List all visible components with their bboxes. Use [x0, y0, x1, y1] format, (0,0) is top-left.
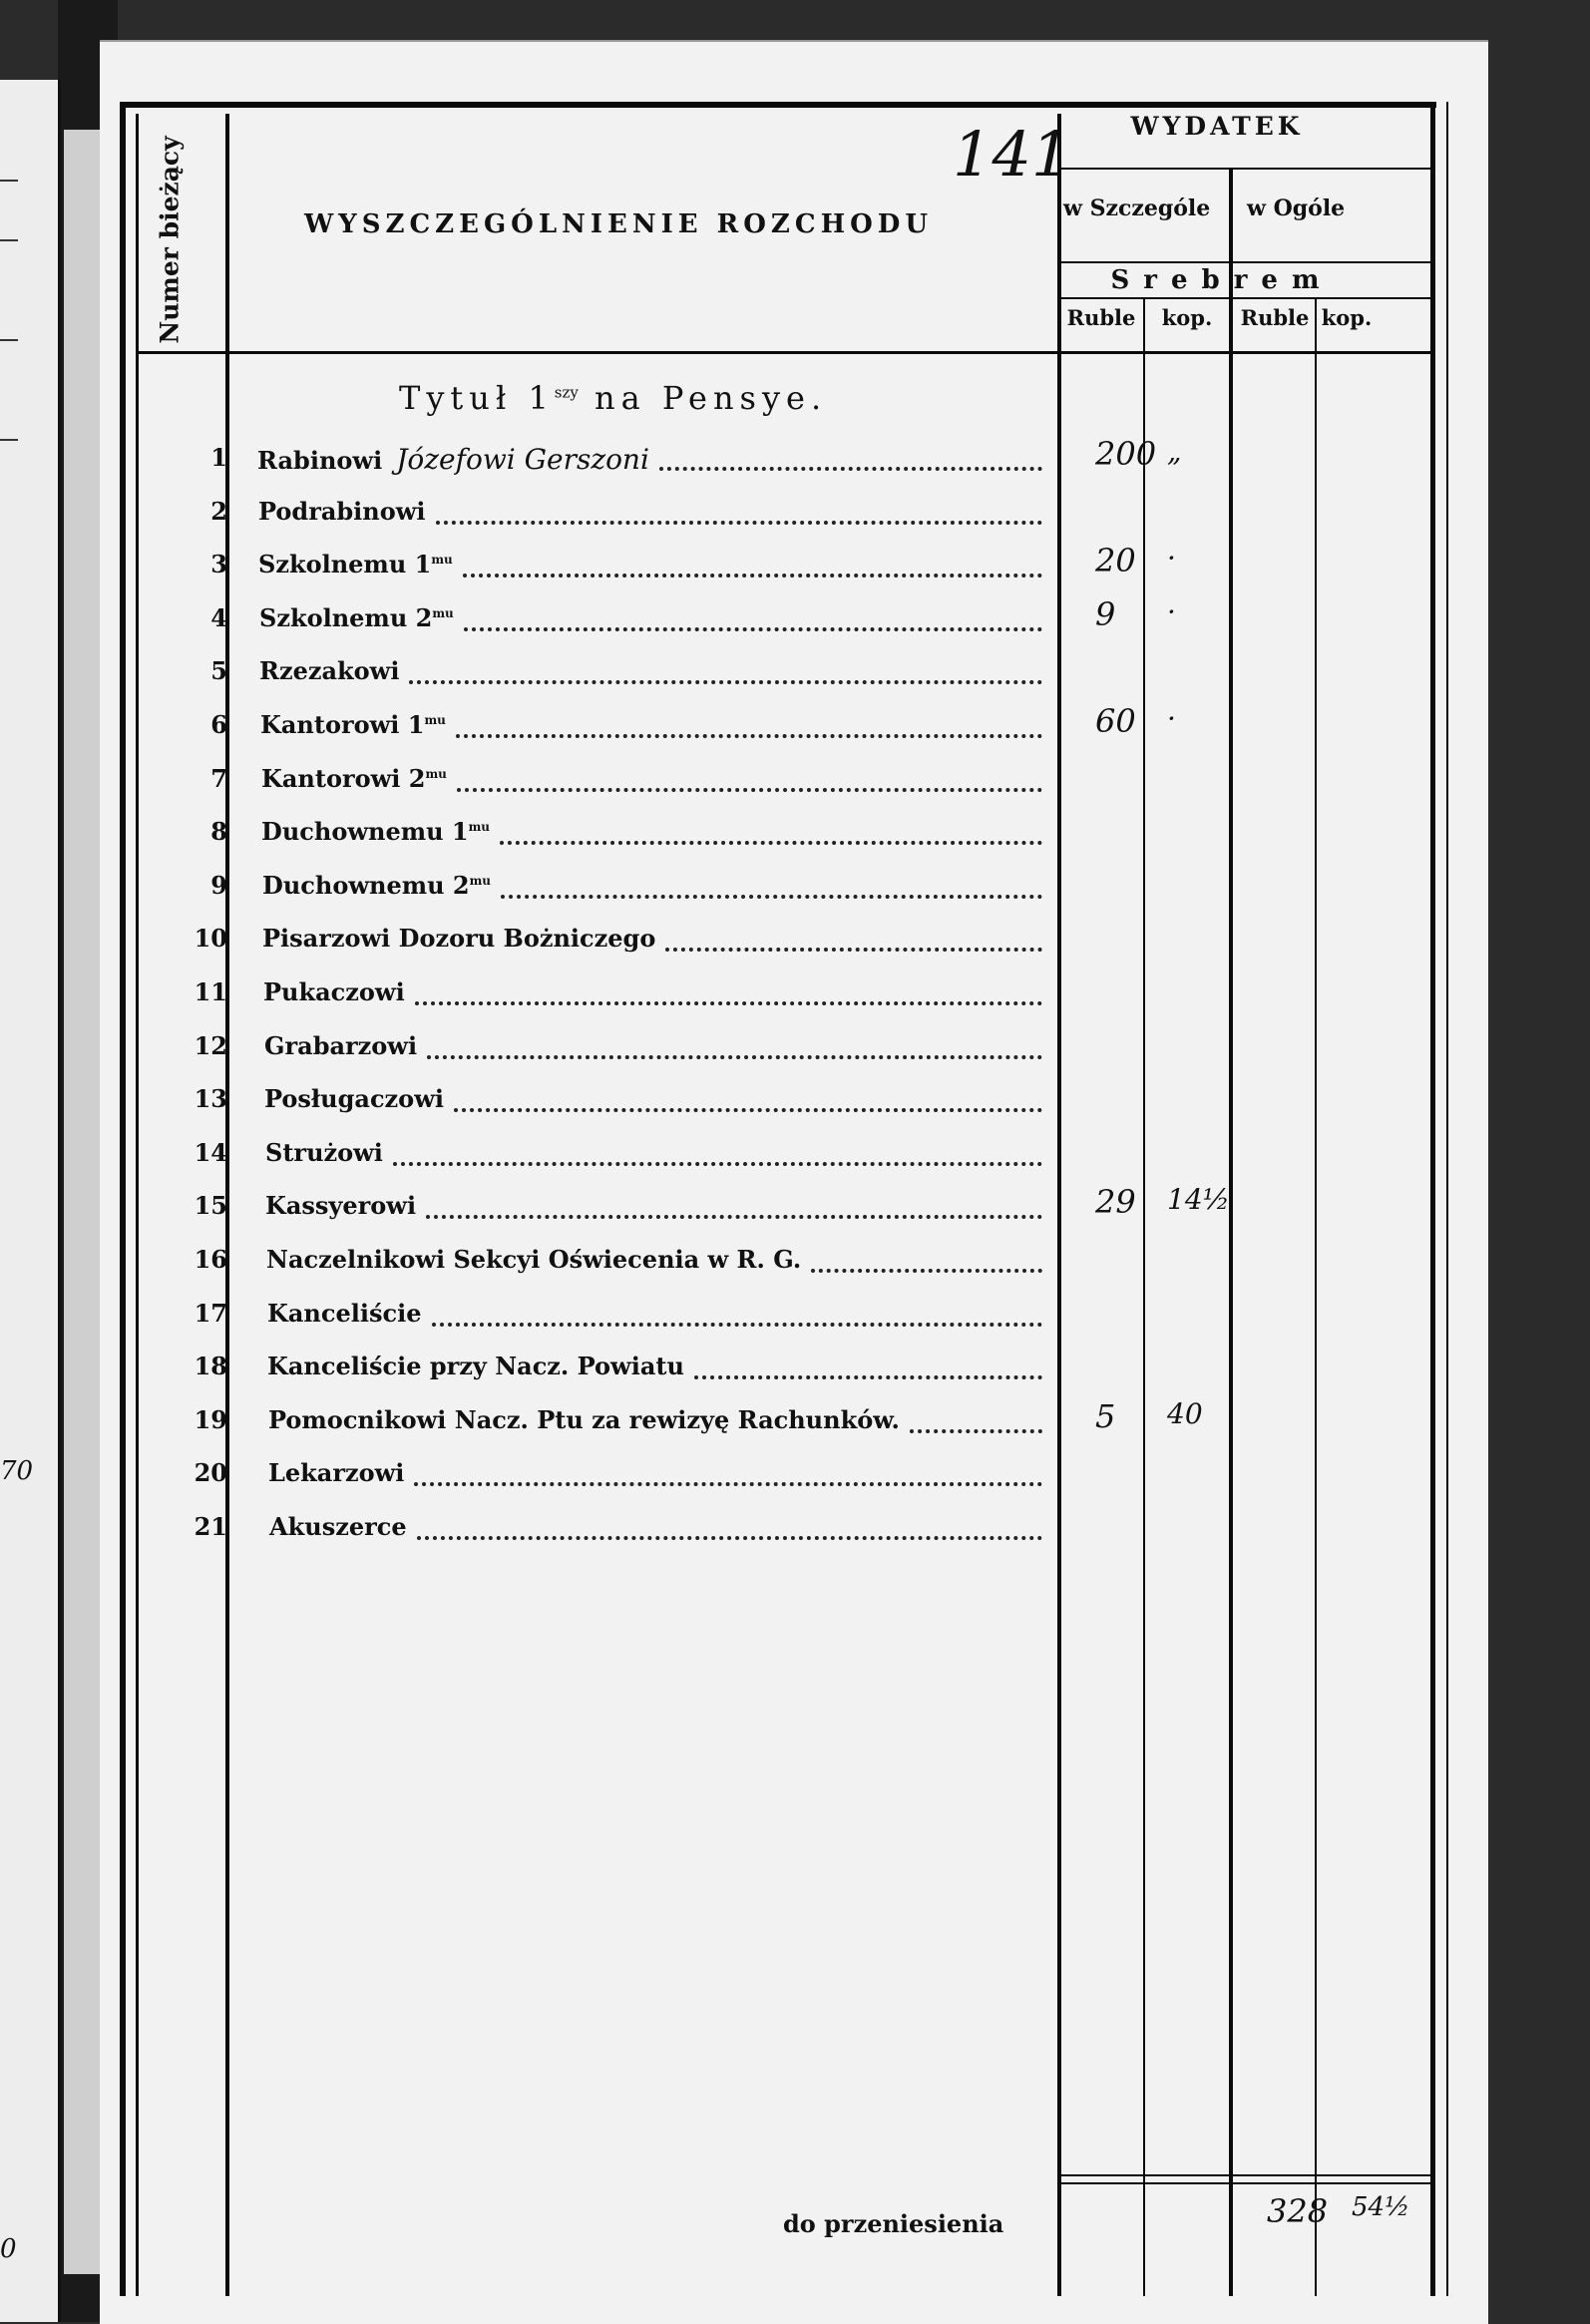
ledger-row	[0, 918, 1389, 958]
row-number: 16	[194, 1245, 227, 1274]
section-title-rest: na Pensye.	[595, 379, 828, 417]
row-detail-kop: 14½	[1167, 1183, 1230, 1216]
row-leader-dots	[665, 924, 1042, 952]
row-number: 2	[210, 497, 227, 526]
row-label	[264, 1031, 417, 1060]
ledger-row	[0, 1025, 1389, 1065]
ledger-row	[0, 1452, 1389, 1492]
row-label	[259, 603, 454, 632]
ledger-row	[0, 971, 1389, 1011]
row-detail-kop: ·	[1167, 542, 1176, 575]
row-leader-dots	[414, 1458, 1042, 1486]
total-kop-header: kop.	[1321, 305, 1373, 330]
ledger-row	[0, 597, 1389, 637]
row-detail-ruble: 5	[1095, 1397, 1116, 1435]
left-page-rule	[0, 239, 18, 241]
ledger-row	[0, 1185, 1389, 1225]
row-number: 1	[210, 443, 227, 472]
header-rule	[136, 351, 1432, 354]
row-label-text: Pomocnikowi Nacz. Ptu za rewizyę Rachunków.	[268, 1405, 900, 1434]
row-label	[263, 977, 405, 1006]
row-detail-ruble: 29	[1095, 1183, 1136, 1221]
row-number: 5	[210, 656, 227, 685]
ledger-row	[0, 704, 1389, 744]
left-page-mark: 0	[0, 2234, 17, 2264]
detail-kop-header: kop.	[1161, 305, 1213, 330]
row-label-text: Duchownemu 1	[261, 817, 469, 846]
row-detail-kop: ·	[1167, 595, 1176, 628]
folio-number: 141	[953, 118, 1071, 191]
row-label-text: Szkolnemu 1	[258, 550, 432, 579]
row-label	[264, 1084, 444, 1113]
row-number: 9	[210, 871, 227, 900]
row-label	[266, 1245, 801, 1274]
detail-ruble-header: Ruble	[1066, 305, 1136, 330]
total-kop: 54½	[1352, 2192, 1410, 2222]
ledger-row	[0, 544, 1389, 583]
row-label	[267, 1352, 684, 1380]
row-label	[267, 1299, 422, 1328]
frame-right-outer	[1446, 102, 1448, 2296]
row-leader-dots	[500, 817, 1042, 845]
row-label-text: Rabinowi	[257, 446, 383, 475]
row-leader-dots	[415, 977, 1042, 1005]
row-label-text: Kanceliście przy Nacz. Powiatu	[267, 1352, 684, 1380]
row-label-text: Naczelnikowi Sekcyi Oświecenia w R. G.	[266, 1245, 802, 1274]
ledger-row	[0, 1293, 1389, 1333]
row-label-text: Podrabinowi	[258, 497, 426, 526]
row-number: 20	[194, 1458, 227, 1487]
row-label-sup: mu	[432, 606, 454, 620]
row-label-text: Kantorowi 2	[261, 764, 426, 793]
row-number: 4	[210, 603, 227, 632]
row-leader-dots	[436, 497, 1042, 525]
number-column-header	[140, 130, 199, 349]
row-label-text: Szkolnemu 2	[259, 603, 433, 632]
row-label	[260, 710, 446, 739]
row-handwritten-name: Józefowi Gerszoni	[396, 443, 649, 476]
row-leader-dots	[501, 871, 1042, 899]
row-leader-dots	[393, 1138, 1042, 1166]
row-number: 18	[194, 1352, 227, 1380]
ledger-row	[0, 758, 1389, 798]
row-label	[262, 924, 655, 953]
row-label-sup: mu	[469, 874, 492, 888]
ledger-row	[0, 811, 1389, 851]
row-number: 6	[210, 710, 227, 739]
ledger-row	[0, 1078, 1389, 1118]
row-label-text: Kassyerowi	[265, 1191, 417, 1220]
row-number: 7	[210, 764, 227, 793]
row-label-text: Rzezakowi	[259, 656, 400, 685]
section-title-text: Tytuł 1	[399, 379, 555, 417]
section-title-sup: szy	[554, 383, 579, 402]
total-ruble: 328	[1267, 2192, 1329, 2230]
ledger-row	[0, 437, 1389, 477]
row-leader-dots	[417, 1512, 1042, 1540]
row-label	[268, 1458, 404, 1487]
row-label	[262, 871, 491, 900]
row-label	[261, 817, 490, 846]
row-detail-ruble: 200	[1095, 435, 1157, 473]
ledger-row	[0, 1506, 1389, 1546]
row-label-text: Pukaczowi	[263, 977, 405, 1006]
total-ruble-header: Ruble	[1240, 305, 1310, 330]
ledger-row	[0, 650, 1389, 690]
row-leader-dots	[463, 550, 1042, 578]
row-number: 15	[194, 1191, 227, 1220]
row-number: 17	[194, 1299, 227, 1328]
row-label	[258, 497, 426, 526]
total-rule	[1057, 2174, 1432, 2176]
row-label-text: Kanceliście	[267, 1299, 422, 1328]
row-leader-dots	[409, 656, 1042, 684]
row-label-text: Posługaczowi	[264, 1084, 444, 1113]
page-title: WYSZCZEGÓLNIENIE ROZCHODU	[303, 209, 934, 239]
wydatek-rule	[1057, 168, 1432, 170]
row-label-text: Strużowi	[265, 1138, 383, 1167]
row-leader-dots	[432, 1299, 1043, 1327]
row-label-sup: mu	[424, 713, 446, 727]
row-leader-dots	[457, 764, 1042, 792]
row-label	[265, 1138, 383, 1167]
ledger-row	[0, 1399, 1389, 1439]
row-leader-dots	[694, 1352, 1042, 1379]
row-label-text: Grabarzowi	[264, 1031, 418, 1060]
row-label-sup: mu	[431, 553, 453, 567]
number-column-label: Numer bieżący	[155, 135, 185, 344]
ledger-row	[0, 1132, 1389, 1172]
row-leader-dots	[659, 443, 1042, 471]
row-number: 10	[194, 924, 227, 953]
row-label-text: Akuszerce	[269, 1512, 407, 1541]
frame-top	[120, 102, 1436, 108]
row-leader-dots	[910, 1405, 1042, 1433]
total-rule-double	[1057, 2182, 1432, 2184]
detail-header: w Szczególe	[1063, 195, 1211, 221]
row-detail-ruble: 60	[1095, 702, 1136, 740]
row-label-sup: mu	[425, 767, 447, 781]
wydatek-header: WYDATEK	[1130, 112, 1304, 141]
row-label-text: Pisarzowi Dozoru Bożniczego	[262, 924, 656, 953]
row-leader-dots	[427, 1031, 1042, 1059]
detail-total-divider	[1229, 168, 1233, 2296]
ledger-row	[0, 491, 1389, 531]
row-label	[261, 764, 447, 793]
row-detail-kop: ·	[1167, 702, 1176, 735]
ledger-row	[0, 1239, 1389, 1279]
row-label-text: Duchownemu 2	[262, 871, 470, 900]
total-header: w Ogóle	[1247, 195, 1346, 221]
row-label-text: Kantorowi 1	[260, 710, 425, 739]
row-leader-dots	[456, 710, 1042, 738]
row-label	[265, 1191, 416, 1220]
row-number: 12	[194, 1031, 227, 1060]
left-page-rule	[0, 339, 18, 341]
row-label	[269, 1512, 407, 1541]
ledger-row	[0, 1346, 1389, 1385]
row-label	[258, 550, 453, 579]
row-number: 13	[194, 1084, 227, 1113]
row-leader-dots	[811, 1245, 1042, 1273]
row-number: 14	[194, 1138, 227, 1167]
section-title	[399, 379, 827, 417]
frame-right	[1430, 102, 1435, 2296]
unit-rule	[1057, 297, 1432, 299]
row-label-sup: mu	[468, 820, 491, 834]
srebrem-rule	[1057, 261, 1432, 263]
row-detail-kop: 40	[1167, 1397, 1203, 1430]
ledger-row	[0, 865, 1389, 905]
left-page-mark: 70	[0, 1456, 34, 1486]
row-leader-dots	[426, 1191, 1042, 1219]
currency-header: Srebrem	[1110, 265, 1334, 295]
row-detail-kop: „	[1167, 435, 1182, 468]
row-detail-ruble: 20	[1095, 542, 1136, 580]
row-number: 8	[210, 817, 227, 846]
left-page-rule	[0, 180, 18, 182]
row-label-text: Lekarzowi	[268, 1458, 405, 1487]
row-leader-dots	[464, 603, 1042, 631]
row-detail-ruble: 9	[1095, 595, 1116, 633]
row-number: 19	[194, 1405, 227, 1434]
row-leader-dots	[454, 1084, 1042, 1112]
row-number: 3	[210, 550, 227, 579]
row-label	[259, 656, 399, 685]
carry-forward-label: do przeniesienia	[783, 2209, 1004, 2238]
row-number: 11	[194, 977, 227, 1006]
row-label	[257, 443, 649, 476]
row-number: 21	[194, 1512, 227, 1541]
row-label	[268, 1405, 900, 1434]
